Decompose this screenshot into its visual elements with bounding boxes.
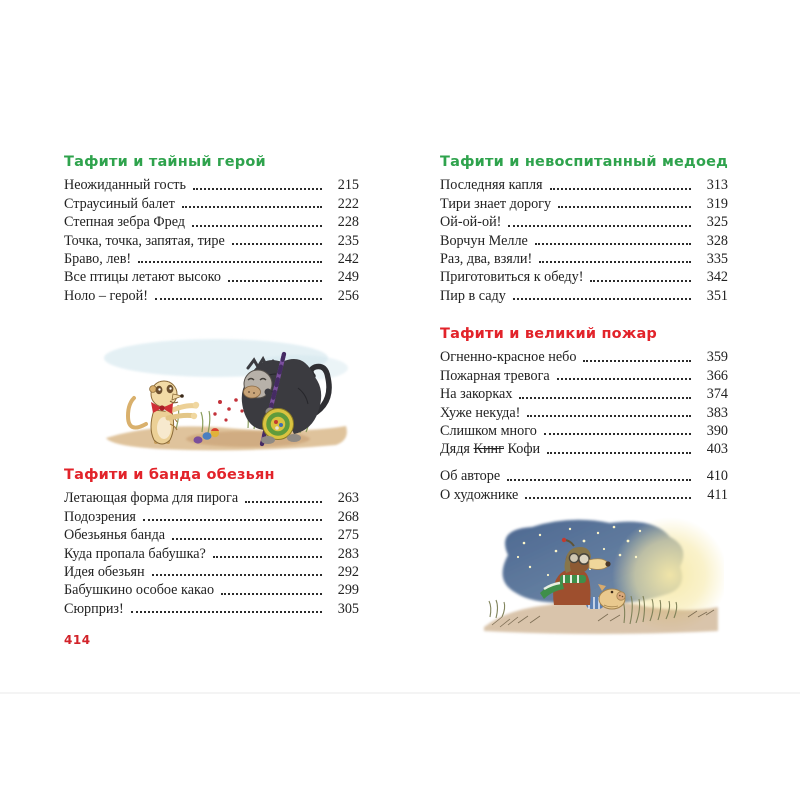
page-number-folio: 414 bbox=[64, 633, 91, 647]
toc-entry bbox=[440, 249, 728, 267]
dot-leader bbox=[519, 397, 691, 399]
toc-entry bbox=[440, 421, 728, 439]
entry-page-number: 313 bbox=[706, 177, 728, 194]
toc-section-secret-hero bbox=[64, 154, 359, 304]
entry-title: Последняя капля bbox=[440, 177, 543, 194]
section-title: Тафити и великий пожар bbox=[440, 326, 658, 342]
toc-entry bbox=[64, 267, 359, 285]
entry-page-number: 305 bbox=[337, 600, 359, 617]
dot-leader bbox=[507, 479, 691, 481]
entry-title: Пожарная тревога bbox=[440, 367, 550, 384]
entry-page-number: 263 bbox=[337, 490, 359, 507]
entry-title: О художнике bbox=[440, 486, 519, 503]
dot-leader bbox=[527, 415, 691, 417]
dot-leader bbox=[221, 593, 322, 595]
dot-leader bbox=[152, 574, 322, 576]
toc-entry bbox=[64, 562, 359, 580]
entry-page-number: 403 bbox=[706, 441, 728, 458]
entry-page-number: 366 bbox=[706, 367, 728, 384]
toc-entry bbox=[64, 580, 359, 598]
entry-title: Все птицы летают высоко bbox=[64, 269, 221, 286]
entry-page-number: 268 bbox=[337, 508, 359, 525]
toc-entry bbox=[64, 598, 359, 616]
entry-title: Точка, точка, запятая, тире bbox=[64, 232, 225, 249]
page-edge-line bbox=[0, 692, 800, 694]
entry-title: Ворчун Мелле bbox=[440, 232, 528, 249]
entry-title: Пир в саду bbox=[440, 287, 506, 304]
entry-page-number: 283 bbox=[337, 545, 359, 562]
night-sky-drawing bbox=[478, 513, 724, 637]
toc-entry bbox=[440, 484, 728, 502]
toc-entry bbox=[440, 402, 728, 420]
entry-title: Ой-ой-ой! bbox=[440, 214, 502, 231]
toc-entry bbox=[440, 347, 728, 365]
toc-entry bbox=[64, 506, 359, 524]
entry-page-number: 390 bbox=[706, 422, 728, 439]
entry-title: Приготовиться к обеду! bbox=[440, 269, 584, 286]
entry-page-number: 351 bbox=[706, 287, 728, 304]
dot-leader bbox=[172, 538, 322, 540]
entry-title: Подозрения bbox=[64, 508, 136, 525]
toc-entry bbox=[440, 439, 728, 457]
entry-title: Бабушкино особое какао bbox=[64, 582, 215, 599]
entry-title: На закорках bbox=[440, 386, 513, 403]
toc-entry bbox=[64, 543, 359, 561]
toc-entry bbox=[64, 285, 359, 303]
dot-leader bbox=[547, 452, 691, 454]
toc-entry bbox=[440, 365, 728, 383]
entry-page-number: 275 bbox=[337, 527, 359, 544]
entry-title: Неожиданный гость bbox=[64, 177, 186, 194]
entry-page-number: 410 bbox=[706, 468, 728, 485]
dot-leader bbox=[155, 298, 322, 300]
toc-entry bbox=[440, 466, 728, 484]
toc-entry bbox=[440, 285, 728, 303]
dot-leader bbox=[182, 206, 322, 208]
toc-entry bbox=[64, 175, 359, 193]
entry-title: Куда пропала бабушка? bbox=[64, 545, 206, 562]
section-title: Тафити и банда обезьян bbox=[64, 467, 275, 483]
toc-entry bbox=[440, 267, 728, 285]
entry-page-number: 319 bbox=[706, 195, 728, 212]
entry-page-number: 228 bbox=[337, 214, 359, 231]
entry-page-number: 325 bbox=[706, 214, 728, 231]
illustration-night-sky-scene bbox=[478, 513, 724, 637]
entry-page-number: 342 bbox=[706, 269, 728, 286]
toc-entry bbox=[64, 212, 359, 230]
entry-title: Об авторе bbox=[440, 468, 501, 485]
entry-page-number: 292 bbox=[337, 563, 359, 580]
dot-leader bbox=[508, 225, 691, 227]
entry-title: Летающая форма для пирога bbox=[64, 490, 239, 507]
dot-leader bbox=[583, 360, 691, 362]
toc-entry bbox=[64, 249, 359, 267]
entry-title: Дядя Кинг Кофи bbox=[440, 441, 541, 458]
dot-leader bbox=[535, 243, 691, 245]
entry-title: Слишком много bbox=[440, 422, 537, 439]
dot-leader bbox=[590, 280, 691, 282]
entry-title: Ноло – герой! bbox=[64, 287, 148, 304]
toc-entry bbox=[440, 384, 728, 402]
section-title: Тафити и невоспитанный медоед bbox=[440, 154, 729, 170]
entry-title: Обезьянья банда bbox=[64, 527, 166, 544]
entry-title: Огненно-красное небо bbox=[440, 349, 577, 366]
entry-title: Хуже некуда! bbox=[440, 404, 521, 421]
dot-leader bbox=[143, 519, 322, 521]
dot-leader bbox=[245, 501, 322, 503]
toc-entry bbox=[64, 193, 359, 211]
entry-page-number: 242 bbox=[337, 250, 359, 267]
toc-entry bbox=[64, 488, 359, 506]
dot-leader bbox=[232, 243, 322, 245]
dot-leader bbox=[228, 280, 322, 282]
toc-entry bbox=[440, 193, 728, 211]
toc-section-great-fire bbox=[440, 326, 728, 457]
entry-title: Раз, два, взяли! bbox=[440, 250, 533, 267]
dot-leader bbox=[131, 611, 322, 613]
entry-page-number: 335 bbox=[706, 250, 728, 267]
entry-title: Сюрприз! bbox=[64, 600, 124, 617]
meerkat-baboon-drawing bbox=[98, 332, 354, 456]
entry-page-number: 374 bbox=[706, 386, 728, 403]
entry-title: Идея обезьян bbox=[64, 563, 145, 580]
dot-leader bbox=[539, 261, 691, 263]
dot-leader bbox=[550, 188, 691, 190]
entry-page-number: 215 bbox=[337, 177, 359, 194]
entry-title: Браво, лев! bbox=[64, 250, 132, 267]
toc-back-matter bbox=[440, 466, 728, 503]
section-title: Тафити и тайный герой bbox=[64, 154, 266, 170]
illustration-meerkat-and-baboon bbox=[98, 332, 354, 456]
entry-title: Страусиный балет bbox=[64, 195, 175, 212]
dot-leader bbox=[525, 497, 691, 499]
toc-section-monkey-gang bbox=[64, 467, 359, 617]
toc-entry bbox=[440, 212, 728, 230]
dot-leader bbox=[138, 261, 322, 263]
entry-page-number: 328 bbox=[706, 232, 728, 249]
toc-entry bbox=[64, 525, 359, 543]
dot-leader bbox=[193, 188, 322, 190]
entry-page-number: 222 bbox=[337, 195, 359, 212]
toc-entry bbox=[440, 175, 728, 193]
dot-leader bbox=[558, 206, 691, 208]
entry-page-number: 235 bbox=[337, 232, 359, 249]
entry-page-number: 383 bbox=[706, 404, 728, 421]
entry-title: Тири знает дорогу bbox=[440, 195, 552, 212]
dot-leader bbox=[192, 225, 322, 227]
dot-leader bbox=[213, 556, 322, 558]
entry-page-number: 411 bbox=[707, 486, 728, 503]
entry-page-number: 249 bbox=[337, 269, 359, 286]
entry-title: Степная зебра Фред bbox=[64, 214, 186, 231]
struck-word: Кинг bbox=[473, 441, 504, 458]
entry-page-number: 359 bbox=[706, 349, 728, 366]
entry-page-number: 256 bbox=[337, 287, 359, 304]
entry-page-number: 299 bbox=[337, 582, 359, 599]
toc-section-honey-badger bbox=[440, 154, 728, 304]
dot-leader bbox=[513, 298, 691, 300]
toc-entry bbox=[64, 230, 359, 248]
dot-leader bbox=[544, 433, 691, 435]
dot-leader bbox=[557, 378, 691, 380]
toc-entry bbox=[440, 230, 728, 248]
